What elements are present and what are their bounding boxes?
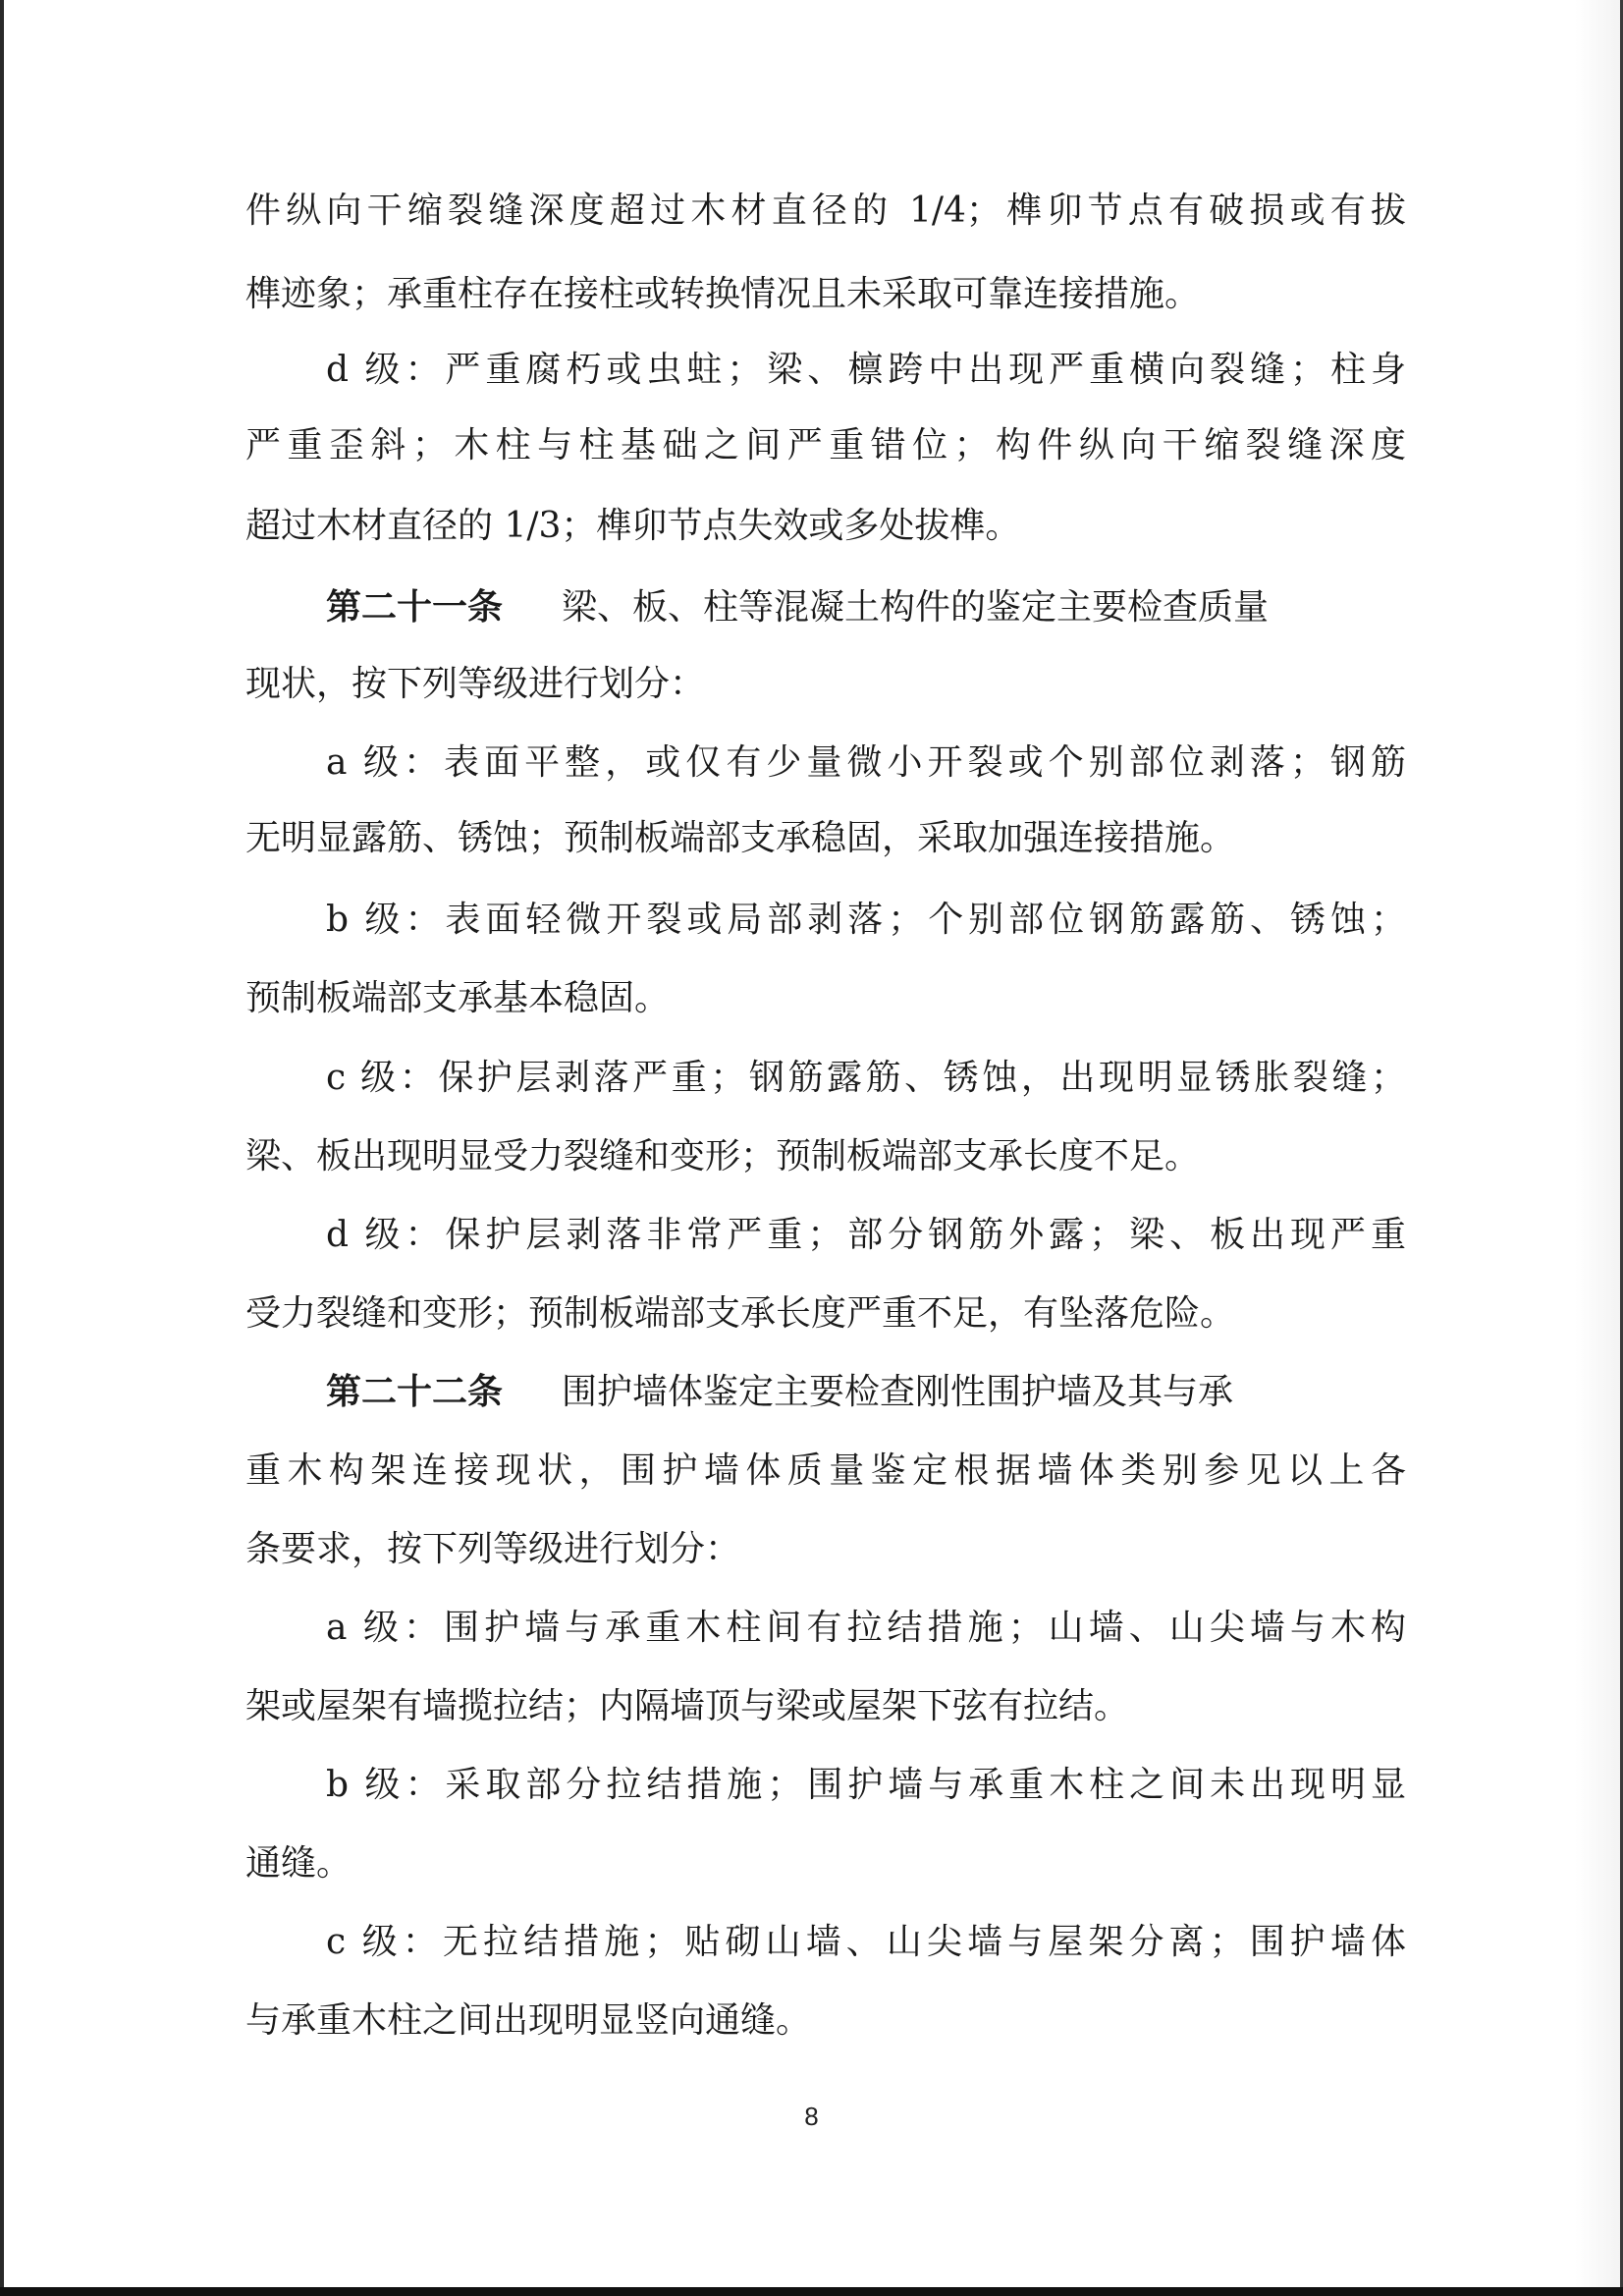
page-number: 8 [804,2102,819,2131]
text-line: 严重歪斜；木柱与柱基础之间严重错位；构件纵向干缩裂缝深度 [245,425,1406,465]
article-21-line [326,569,1406,647]
text-line: a 级：围护墙与承重木柱间有拉结措施；山墙、山尖墙与木构 [326,1608,1406,1648]
text-line: 重木构架连接现状，围护墙体质量鉴定根据墙体类别参见以上各 [245,1450,1406,1491]
scan-bottom-edge [0,2287,1623,2296]
text-line: 榫迹象；承重柱存在接柱或转换情况且未采取可靠连接措施。 [245,274,1201,314]
text-line: a 级：表面平整，或仅有少量微小开裂或个别部位剥落；钢筋 [326,742,1406,783]
text-line: 件纵向干缩裂缝深度超过木材直径的 1/4；榫卯节点有破损或有拔 [245,191,1406,231]
text-line: 架或屋架有墙揽拉结；内隔墙顶与梁或屋架下弦有拉结。 [245,1686,1130,1726]
text-line: 超过木材直径的 1/3；榫卯节点失效或多处拔榫。 [245,506,1021,546]
text-line: 通缝。 [245,1843,352,1884]
text-line: 条要求，按下列等级进行划分： [245,1529,741,1569]
article-heading: 第二十一条 [326,587,504,628]
scan-left-edge [0,0,4,2296]
scan-right-shade [1575,0,1620,2287]
text-line: 梁、板出现明显受力裂缝和变形；预制板端部支承长度不足。 [245,1136,1201,1176]
text-line: 无明显露筋、锈蚀；预制板端部支承稳固，采取加强连接措施。 [245,818,1236,858]
text-span: 梁、板、柱等混凝土构件的鉴定主要检查质量 [562,587,1270,628]
text-line: d 级：保护层剥落非常严重；部分钢筋外露；梁、板出现严重 [326,1215,1406,1255]
text-line: 预制板端部支承基本稳固。 [245,978,671,1018]
text-line: b 级：表面轻微开裂或局部剥落；个别部位钢筋露筋、锈蚀； [326,900,1406,940]
text-line: 受力裂缝和变形；预制板端部支承长度严重不足，有坠落危险。 [245,1293,1236,1334]
text-line: 现状，按下列等级进行划分： [245,664,706,704]
text-line: b 级：采取部分拉结措施；围护墙与承重木柱之间未出现明显 [326,1765,1406,1805]
text-line: c 级：保护层剥落严重；钢筋露筋、锈蚀，出现明显锈胀裂缝； [326,1058,1406,1098]
text-line: 与承重木柱之间出现明显竖向通缝。 [245,2000,812,2041]
article-heading: 第二十二条 [326,1372,504,1412]
text-line: d 级：严重腐朽或虫蛀；梁、檩跨中出现严重横向裂缝；柱身 [326,350,1406,390]
text-span: 围护墙体鉴定主要检查刚性围护墙及其与承 [562,1372,1234,1412]
article-22-line [326,1353,1406,1432]
text-line: c 级：无拉结措施；贴砌山墙、山尖墙与屋架分离；围护墙体 [326,1922,1406,1962]
